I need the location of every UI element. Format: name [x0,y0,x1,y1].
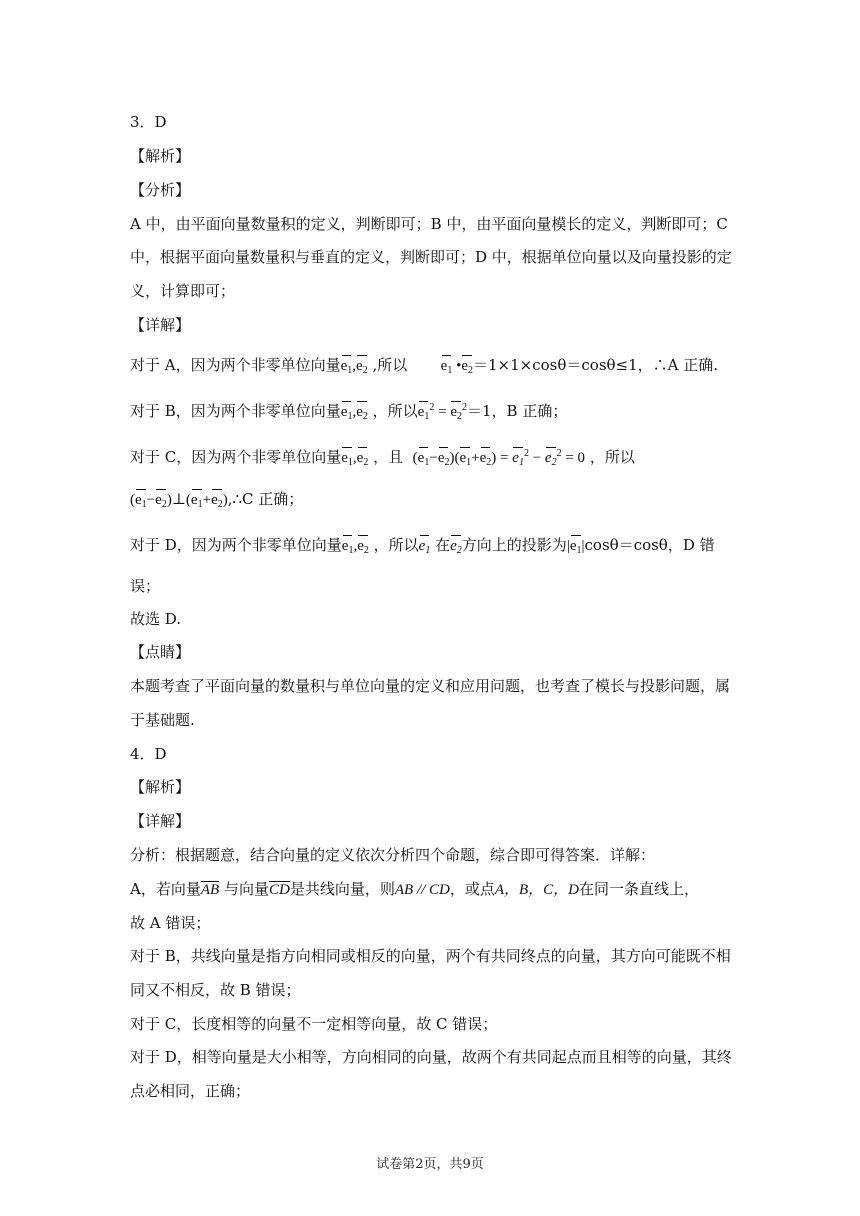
q3-d-mid2: 在 [430,536,451,554]
q3-analysis-line3: 义，计算即可； [130,282,236,300]
perp-expression: $(e_1-e_2)\perp(e_1+e_2)$ [130,492,228,508]
q3-jiexi-heading: 【解析】 [130,147,191,165]
q4-xiangjie-heading: 【详解】 [130,812,191,830]
q3-c-mid: ，且 [368,448,404,466]
q4-answer: 4．D [130,745,167,763]
vector-pair-e1-e2: $e_1,e_2$ [341,404,368,420]
q3-fenxi-heading: 【分析】 [130,181,191,199]
q3-option-c-line [130,444,635,473]
dot-product-e1-e2: $e_1$ $•e_2$ [441,358,473,374]
q3-c-pre: 对于 C，因为两个非零单位向量 [130,448,342,466]
q3-comment-line2: 于基础题. [130,711,195,729]
q4-d-line2: 点必相同，正确； [130,1082,251,1100]
product-expression: $(e_1-e_2)(e_1+e_2) = e_1^2 - e_2^2 = 0$ [413,450,585,466]
q3-option-b-line [130,398,567,427]
q3-d-mid: ，所以 [368,536,419,554]
q4-d-line1: 对于 D，相等向量是大小相等，方向相同的向量，故两个有共同起点而且相等的向量，其终 [130,1048,732,1066]
q3-b-post: ＝1，B 正确； [466,402,568,420]
q3-d-post: cosθ＝cosθ，D 错 [584,536,715,554]
q4-jiexi-heading: 【解析】 [130,778,191,796]
q3-d-line2: 误； [130,577,161,595]
q4-b-line2: 同又不相反，故 B 错误； [130,981,301,999]
norm-square-expression: $e_1^2 = e_2^2$ [418,404,467,420]
ab-parallel-cd: AB // CD [394,882,450,898]
q3-analysis-line1: A 中，由平面向量数量积的定义，判断即可；B 中，由平面向量模长的定义，判断即可；C [130,215,728,233]
q3-a-mid: ,所以 [367,356,408,374]
q4-a-pre: A，若向量 [130,880,201,898]
q3-answer: 3．D [130,113,167,131]
q3-b-mid: ，所以 [367,402,418,420]
q3-option-a-line [130,354,718,381]
q3-a-post: ＝1×1×cosθ＝cosθ≤1，∴A 正确. [473,356,719,374]
q4-analysis: 分析：根据题意，结合向量的定义依次分析四个命题，综合即可得答案．详解： [130,846,656,864]
q4-a-mid3: ，或点 [449,880,495,898]
q3-option-c-line2 [130,488,303,515]
q3-a-pre: 对于 A，因为两个非零单位向量 [130,356,341,374]
q3-option-d-line [130,534,715,561]
vector-AB: AB [200,882,220,898]
vector-pair-e1-e2: $e_1,e_2$ [341,450,368,466]
q4-a-line2: 故 A 错误； [130,914,211,932]
q3-c-post: ，所以 [585,448,635,466]
q4-a-post: 在同一条直线上， [579,880,700,898]
q4-c-line1: 对于 C，长度相等的向量不一定相等向量，故 C 错误； [130,1015,498,1033]
q4-a-mid2: 是共线向量，则 [289,880,395,898]
vector-CD: CD [268,882,290,898]
q4-a-mid: 与向量 [223,880,269,898]
q3-dianjing-heading: 【点睛】 [130,643,191,661]
points-abcd: A，B，C，D [494,882,580,898]
q3-choose: 故选 D. [130,610,182,628]
vector-e1: $e_1$ [419,538,431,554]
vector-e2: $e_2$ [450,538,462,554]
q3-b-pre: 对于 B，因为两个非零单位向量 [130,402,341,420]
q4-option-a-line [130,879,699,900]
q3-comment-line1: 本题考查了平面向量的数量积与单位向量的定义和应用问题，也考查了模长与投影问题，属 [130,677,731,695]
vector-pair-e1-e2: $e_1,e_2$ [342,538,369,554]
q3-xiangjie-heading: 【详解】 [130,316,191,334]
vector-pair-e1-e2: $e_1,e_2$ [341,358,368,374]
q3-d-mid3: 方向上的投影为 [461,536,567,554]
q4-b-line1: 对于 B，共线向量是指方向相同或相反的向量，两个有共同终点的向量，其方向可能既不相 [130,947,731,965]
q3-d-pre: 对于 D，因为两个非零单位向量 [130,536,342,554]
abs-e1: $|e_1|$ [567,538,585,554]
page-footer: 试卷第2页，共9页 [376,1157,484,1172]
q3-c2-post: ,∴C 正确； [227,490,304,508]
q3-analysis-line2: 中，根据平面向量数量积与垂直的定义，判断即可；D 中，根据单位向量以及向量投影的定 [130,248,732,266]
